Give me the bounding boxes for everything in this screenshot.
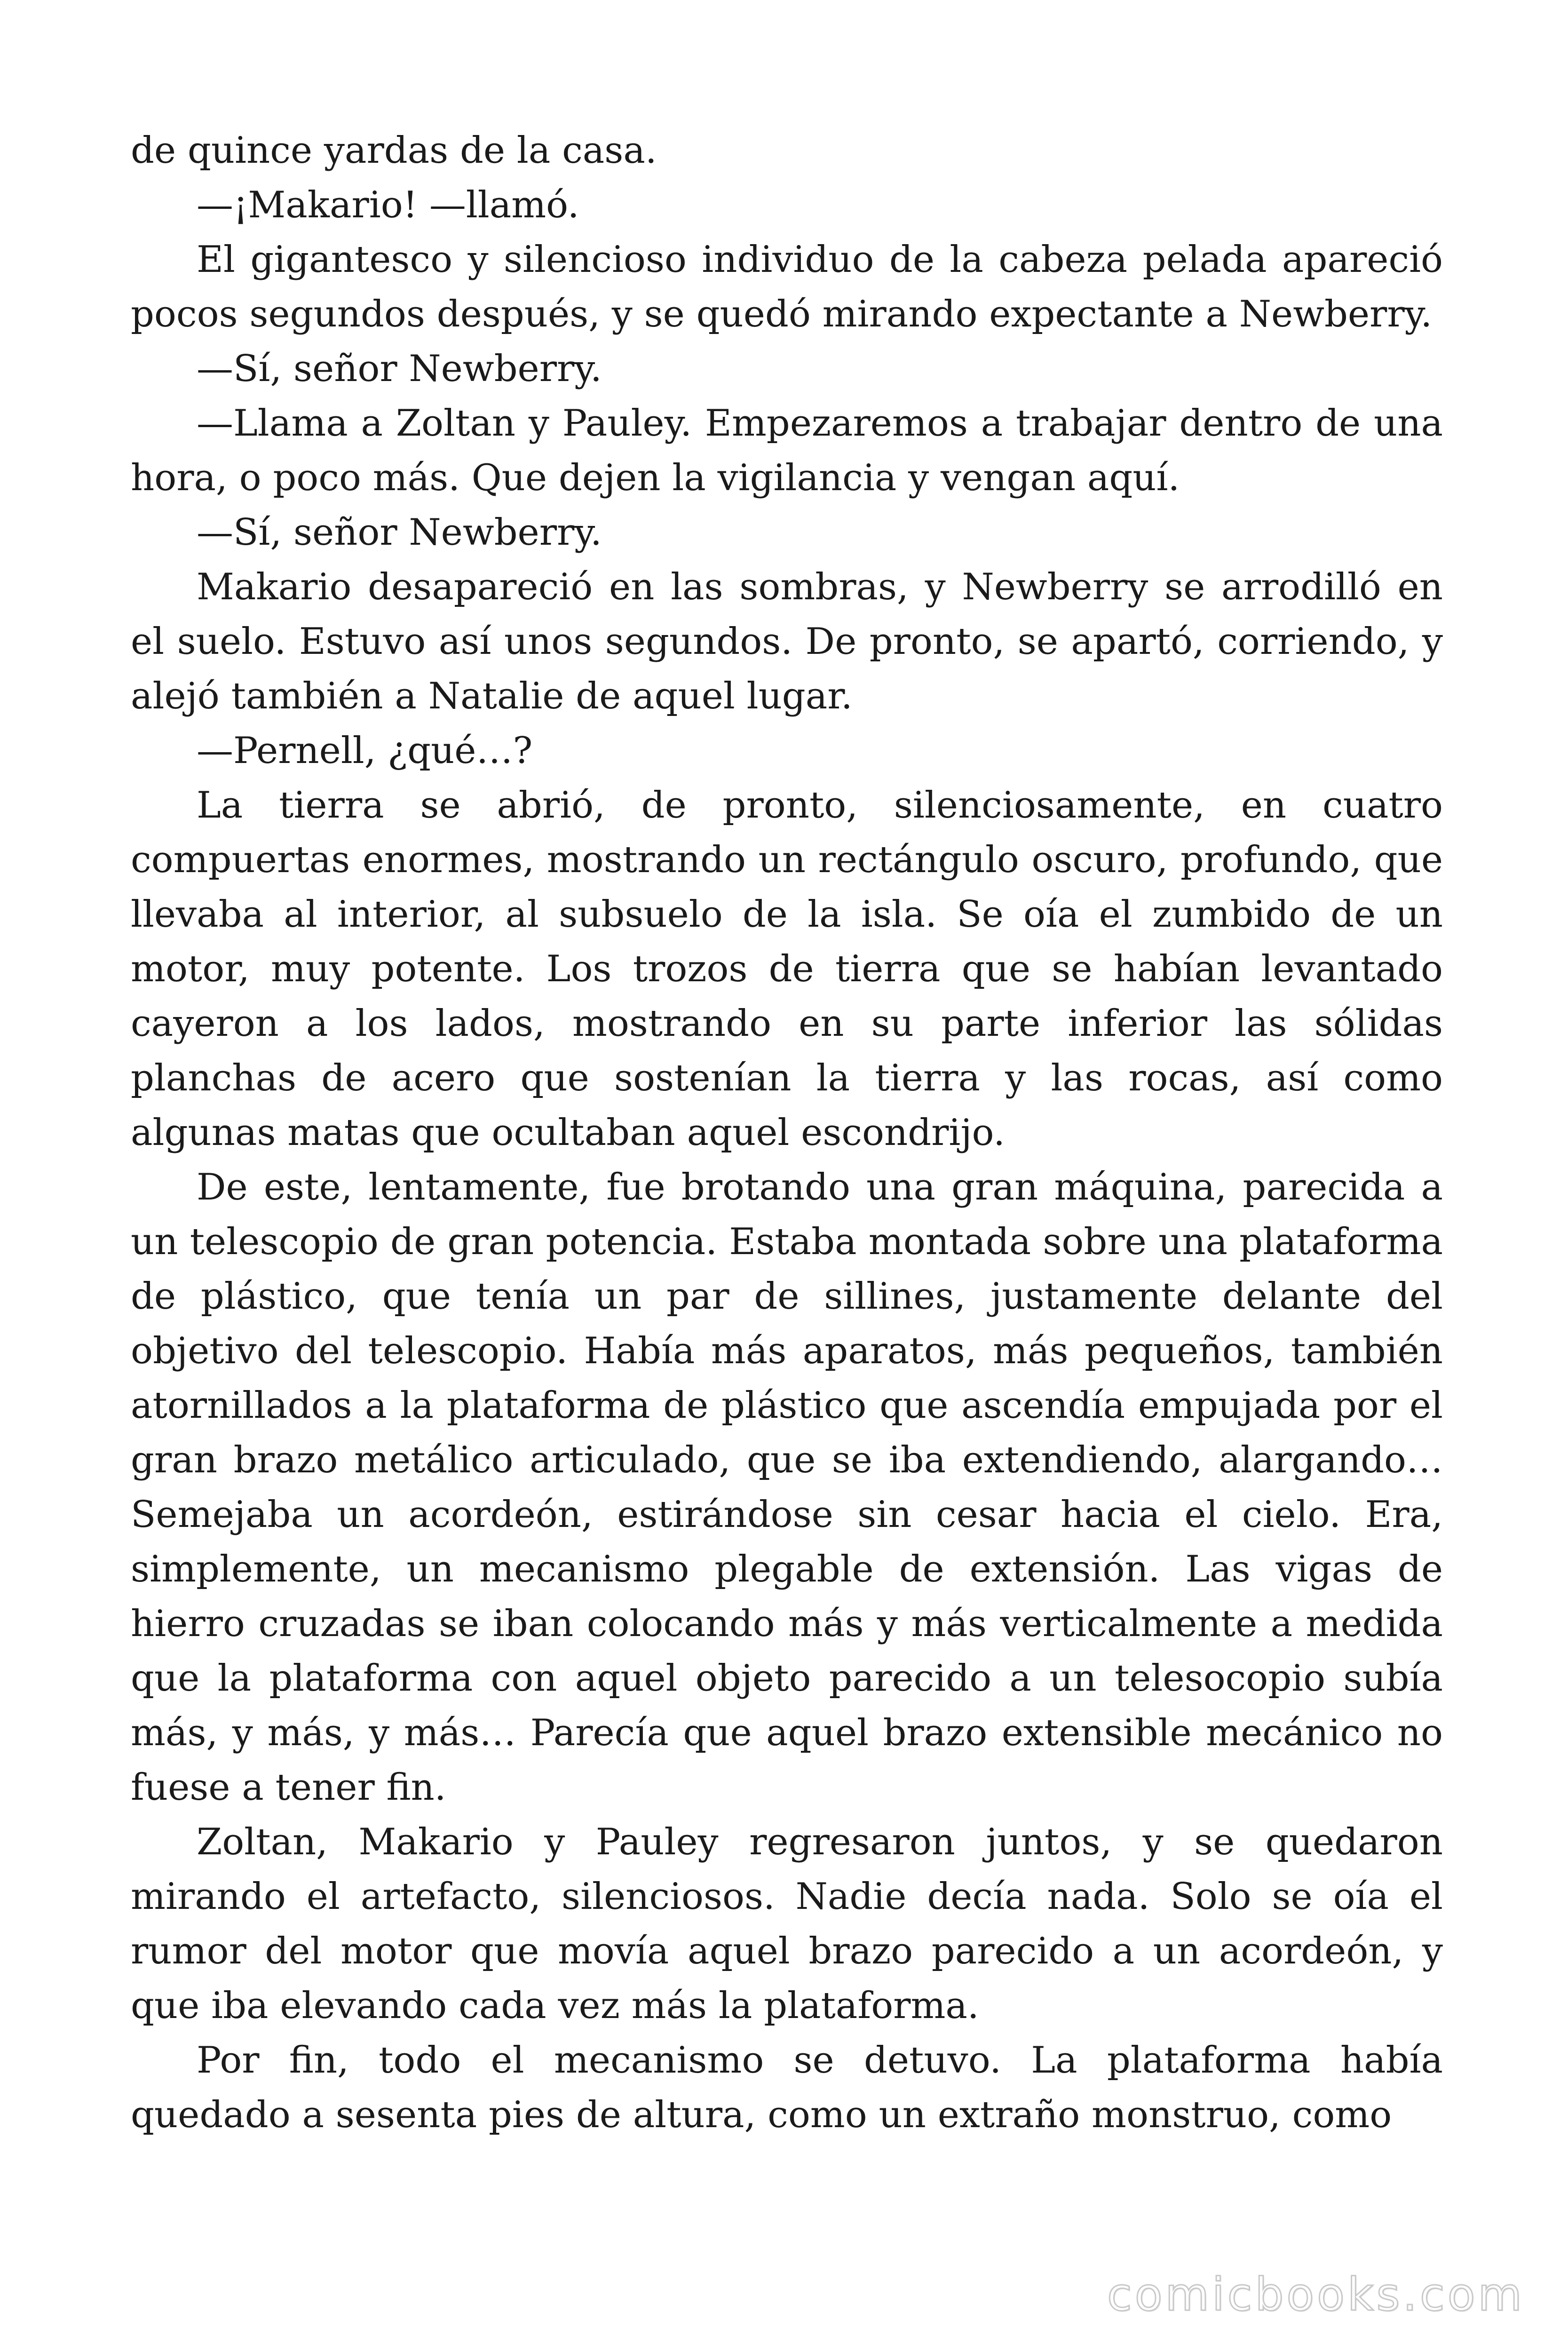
dialogue-line: —Llama a Zoltan y Pauley. Empezaremos a trabajar dentro de una hora, o poco más. Que dejen la vigilancia y vengan aquí. bbox=[131, 402, 1443, 499]
paragraph: Zoltan, Makario y Pauley regresaron juntos, y se quedaron mirando el artefacto, silenciosos. Nadie decía nada. Solo se oía el rumor del motor que movía aquel brazo parecido a un acordeón, y que iba elevando cada vez más la plataforma. bbox=[131, 1821, 1443, 2027]
dialogue-line: —Sí, señor Newberry. bbox=[197, 348, 602, 390]
dialogue-line: —¡Makario! —llamó. bbox=[197, 184, 579, 226]
page-text bbox=[131, 123, 1443, 2142]
paragraph-continuation: de quince yardas de la casa. bbox=[131, 129, 657, 172]
paragraph: La tierra se abrió, de pronto, silenciosamente, en cuatro compuertas enormes, mostrando un rectángulo oscuro, profundo, que llevaba al interior, al subsuelo de la isla. Se oía el zumbido de un motor, muy potente. Los trozos de tierra que se habían levantado cayeron a los lados, mostrando en su parte inferior las sólidas planchas de acero que sostenían la tierra y las rocas, así como algunas matas que ocultaban aquel escondrijo. bbox=[131, 784, 1443, 1154]
dialogue-line: —Pernell, ¿qué…? bbox=[197, 730, 533, 772]
watermark: comicbooks.com bbox=[1107, 2268, 1525, 2321]
paragraph: Makario desapareció en las sombras, y Newberry se arrodilló en el suelo. Estuvo así unos segundos. De pronto, se apartó, corriendo, y alejó también a Natalie de aquel lugar. bbox=[131, 566, 1443, 717]
paragraph: El gigantesco y silencioso individuo de la cabeza pelada apareció pocos segundos después, y se quedó mirando expectante a Newberry. bbox=[131, 238, 1443, 335]
paragraph: Por fin, todo el mecanismo se detuvo. La plataforma había quedado a sesenta pies de altura, como un extraño monstruo, como bbox=[131, 2039, 1443, 2136]
paragraph: De este, lentamente, fue brotando una gran máquina, parecida a un telescopio de gran potencia. Estaba montada sobre una plataforma de plástico, que tenía un par de sillines, justamente delante del objetivo del telescopio. Había más aparatos, más pequeños, también atornillados a la plataforma de plástico que ascendía empujada por el gran brazo metálico articulado, que se iba extendiendo, alargando… Semejaba un acordeón, estirándose sin cesar hacia el cielo. Era, simplemente, un mecanismo plegable de extensión. Las vigas de hierro cruzadas se iban colocando más y más verticalmente a medida que la plataforma con aquel objeto parecido a un telesocopio subía más, y más, y más… Parecía que aquel brazo extensible mecánico no fuese a tener fin. bbox=[131, 1166, 1443, 1809]
dialogue-line: —Sí, señor Newberry. bbox=[197, 511, 602, 554]
